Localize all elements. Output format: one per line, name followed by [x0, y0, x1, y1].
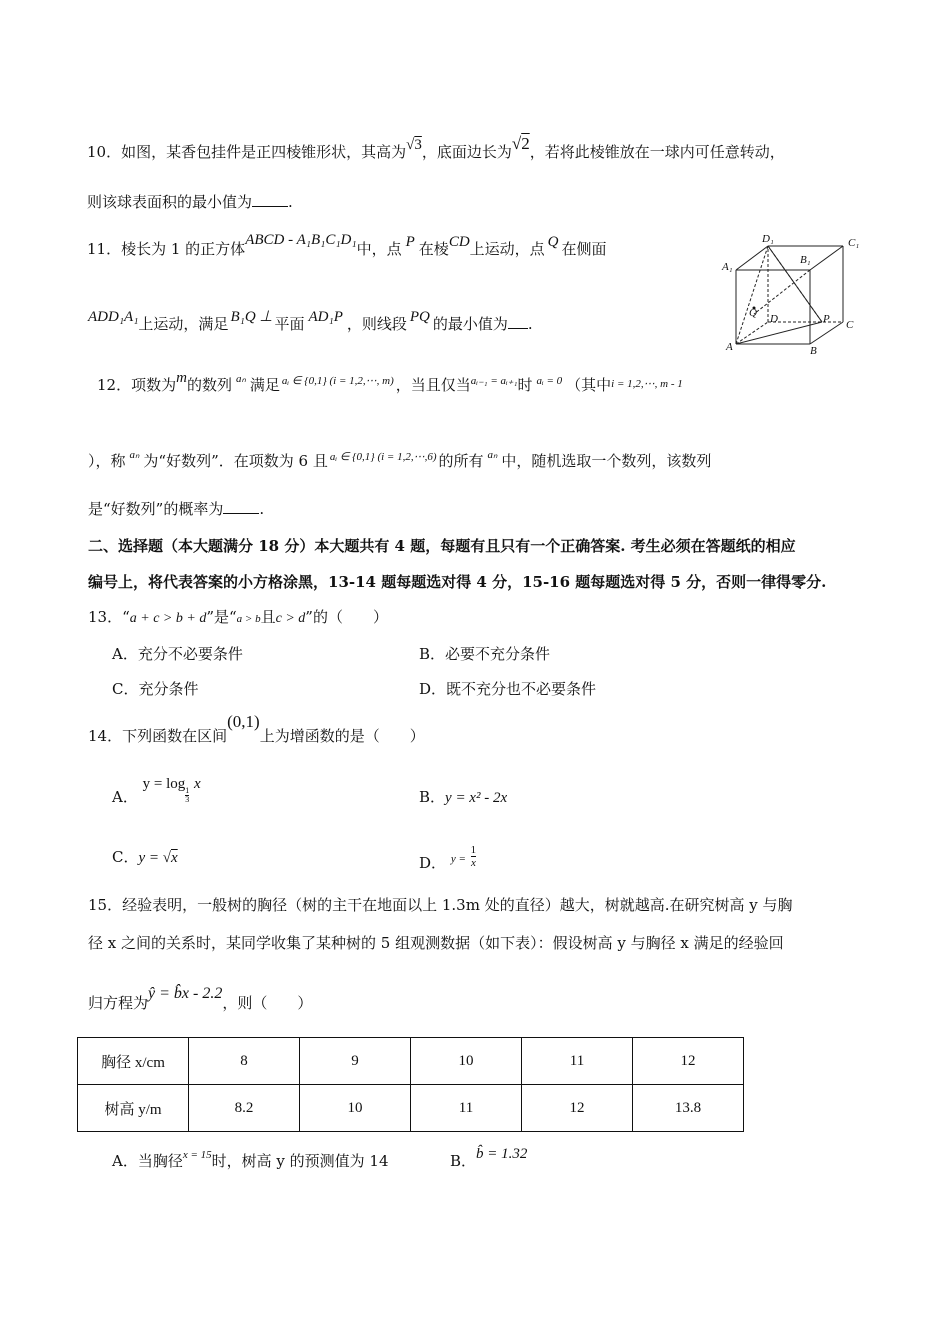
table-cell: 12 — [633, 1038, 744, 1085]
q12-text2: 的数列 — [186, 376, 232, 394]
table-cell: 12 — [522, 1085, 633, 1132]
cube-name: ABCD - A₁B₁C₁D₁ — [245, 232, 357, 248]
fig-label-c1: C₁ — [848, 237, 860, 249]
log-x: x — [194, 776, 201, 792]
cube-figure — [718, 232, 868, 357]
q15-option-b-expr: b̂ = 1.32 — [476, 1146, 528, 1162]
q13-option-b[interactable]: B．必要不充分条件 — [419, 645, 551, 663]
perp-cond: B₁Q ⊥ — [230, 309, 273, 325]
q13-text3: 且 — [260, 608, 276, 626]
seq-an-3: aₙ — [487, 449, 498, 461]
sqrt2-radicand: 2 — [521, 134, 530, 153]
option-d-y: y = — [450, 853, 466, 865]
q15-line3 — [88, 985, 313, 1013]
option-d-label: D． — [419, 854, 447, 872]
q12-line3 — [88, 498, 264, 519]
q10-end: . — [288, 193, 293, 211]
table-cell: 11 — [411, 1085, 522, 1132]
frac-num: 1 — [470, 844, 477, 856]
q15-text1: 经验表明，一般树的胸径（树的主干在地面以上 1.3m 处的直径）越大，树就越高.在研究树高 y 与胸 — [122, 896, 793, 914]
q11-text7: 平面 — [274, 315, 305, 333]
q14-text: 下列函数在区间 — [122, 727, 228, 745]
q12-line2 — [88, 450, 711, 471]
q14-text2: 上为增函数的是（ ） — [259, 727, 425, 745]
table-cell: 11 — [522, 1038, 633, 1085]
table-row — [78, 1038, 744, 1085]
log-base-num: 1 — [185, 786, 190, 795]
q11-text2: 中，点 — [356, 240, 402, 258]
q15-text3: 归方程为 — [88, 994, 149, 1012]
q13-expr2: a > b — [236, 613, 261, 625]
option-c-y: y = — [138, 850, 163, 866]
q11-text6: 上运动，满足 — [138, 315, 229, 333]
q15-number: 15． — [88, 896, 123, 914]
face-add1a1: ADD₁A₁ — [88, 309, 139, 325]
fig-label-a: A — [726, 341, 733, 353]
frac-den: x — [470, 857, 476, 869]
q13-option-c[interactable]: C．充分条件 — [112, 680, 199, 698]
log-base — [185, 787, 189, 804]
q11-line1 — [87, 232, 607, 259]
range-i: i = 1,2,⋯, m - 1 — [611, 378, 683, 390]
q12-text11: 是“好数列”的概率为 — [88, 500, 224, 518]
q11-end: . — [527, 315, 533, 333]
log-y: y = log — [142, 776, 186, 792]
q15-option-b-label: B． — [450, 1152, 477, 1170]
q11-text: 棱长为 1 的正方体 — [121, 240, 246, 258]
section2-line2: 编号上，将代表答案的小方格涂黑，13-14 题每题选对得 4 分，15-16 题每题选对得 5 分，否则一律得零分. — [88, 573, 827, 591]
q11-text5: 在侧面 — [561, 240, 607, 258]
q13-option-d[interactable]: D．既不充分也不必要条件 — [419, 680, 597, 698]
q10-line1 — [87, 134, 785, 162]
table-cell: 10 — [300, 1085, 411, 1132]
q15-option-b[interactable] — [450, 1146, 528, 1171]
table-cell: 8.2 — [189, 1085, 300, 1132]
q14-option-a[interactable] — [112, 776, 201, 818]
q15-line2: 径 x 之间的关系时，某同学收集了某种树的 5 组观测数据（如下表）：假设树高 y 与胸径 x 满足的经验回 — [88, 934, 784, 952]
q12-text3: 满足 — [249, 376, 280, 394]
table-row — [78, 1085, 744, 1132]
segment-pq: PQ — [409, 309, 430, 325]
option-b-expr: y = x² - 2x — [445, 790, 508, 806]
cond-ai-eq: aᵢ₋₁ = aᵢ₊₁ — [470, 375, 518, 387]
q13-text4: ”的（ ） — [305, 608, 388, 626]
q12-number: 12． — [97, 376, 132, 394]
q12-text6: （其中 — [566, 376, 612, 394]
q12-text4: ，当且仅当 — [395, 376, 471, 394]
regression-equation: ŷ = b̂x - 2.2 — [148, 985, 223, 1002]
edge-cd: CD — [448, 234, 470, 250]
q13-stem — [88, 606, 388, 627]
fig-label-d1: D₁ — [762, 233, 774, 245]
q11-text3: 在棱 — [418, 240, 449, 258]
q12-end: . — [259, 500, 265, 518]
q11-text9: 的最小值为 — [432, 315, 508, 333]
fig-label-q: Q — [749, 307, 757, 319]
q12-text8: 为“好数列”．在项数为 6 且 — [143, 452, 328, 470]
option-b-label: B． — [419, 788, 446, 806]
point-p: P — [405, 234, 415, 250]
fig-label-a1: A₁ — [722, 261, 733, 273]
option-c-label: C． — [112, 848, 139, 866]
q13-expr1: a + c > b + d — [129, 611, 207, 626]
interval: (0,1) — [227, 712, 260, 731]
q13-option-a[interactable]: A．充分不必要条件 — [112, 645, 243, 663]
frac-1-x — [471, 844, 477, 869]
q15-option-a-cond: x = 15 — [182, 1149, 212, 1161]
cond-ai: aᵢ ∈ {0,1} (i = 1,2,⋯, m) — [281, 375, 394, 387]
table-header-y: 树高 y/m — [78, 1085, 189, 1132]
q15-text4: ，则（ ） — [222, 994, 313, 1012]
q10-text2: ，底面边长为 — [421, 143, 512, 161]
q10-number: 10． — [87, 143, 122, 161]
q15-option-a-text2: 时，树高 y 的预测值为 14 — [211, 1152, 389, 1170]
cond-ai-6: aᵢ ∈ {0,1} (i = 1,2,⋯,6) — [329, 451, 437, 463]
q14-stem — [88, 712, 425, 746]
q11-text8: ，则线段 — [346, 315, 407, 333]
answer-blank — [252, 192, 288, 207]
var-m: m — [176, 370, 187, 386]
table-cell: 8 — [189, 1038, 300, 1085]
fig-label-b1: B₁ — [800, 254, 811, 266]
fig-label-b: B — [810, 345, 817, 357]
answer-blank — [223, 499, 259, 514]
data-table — [77, 1037, 744, 1132]
q12-text7: ），称 — [88, 452, 126, 470]
q13-text2: ”是“ — [206, 608, 237, 626]
plane-ad1p: AD₁P — [308, 309, 343, 325]
fig-label-p: P — [823, 313, 830, 325]
table-cell: 13.8 — [633, 1085, 744, 1132]
q13-text: “ — [122, 608, 130, 626]
q14-option-b[interactable] — [419, 786, 507, 807]
fig-label-c: C — [846, 319, 854, 331]
q12-text: 项数为 — [131, 376, 177, 394]
sqrt2: √2 — [511, 134, 530, 153]
q14-number: 14． — [88, 727, 123, 745]
sqrt-symbol: √x — [162, 850, 178, 866]
option-a-label: A． — [112, 788, 138, 806]
q13-number: 13． — [88, 608, 123, 626]
q10-line2 — [87, 191, 293, 212]
table-cell: 10 — [411, 1038, 522, 1085]
table-header-x: 胸径 x/cm — [78, 1038, 189, 1085]
q12-text10: 中，随机选取一个数列，该数列 — [501, 452, 712, 470]
seq-an-2: aₙ — [129, 449, 140, 461]
q10-text: 如图，某香包挂件是正四棱锥形状，其高为 — [121, 143, 407, 161]
q12-line1 — [97, 370, 683, 395]
q10-text4: 则该球表面积的最小值为 — [87, 193, 253, 211]
cond-ai-zero: aᵢ = 0 — [536, 375, 563, 387]
q13-expr3: c > d — [275, 611, 306, 626]
q12-text9: 的所有 — [438, 452, 484, 470]
q14-option-c[interactable] — [112, 846, 178, 867]
fig-label-d: D — [770, 313, 778, 325]
q11-line2 — [88, 309, 533, 334]
table-cell: 9 — [300, 1038, 411, 1085]
log-expr — [142, 774, 201, 804]
seq-an: aₙ — [235, 373, 246, 385]
q12-text5: 时 — [517, 376, 533, 394]
sqrt3-radicand: 3 — [414, 137, 422, 153]
point-q: Q — [547, 234, 559, 250]
q11-number: 11． — [87, 240, 122, 258]
sqrt3: √3 — [406, 137, 422, 153]
sqrt-x: x — [171, 850, 178, 866]
q11-text4: 上运动，点 — [469, 240, 545, 258]
section2-line1: 二、选择题（本大题满分 18 分）本大题共有 4 题，每题有且只有一个正确答案. 考生必须在答题纸的相应 — [88, 537, 796, 555]
log-base-den: 3 — [185, 795, 190, 804]
answer-blank — [508, 314, 528, 329]
q15-option-a-text: A．当胸径 — [112, 1152, 183, 1170]
q15-option-a[interactable] — [112, 1150, 389, 1171]
q10-text3: ，若将此棱锥放在一球内可任意转动， — [529, 143, 785, 161]
q14-option-d[interactable] — [419, 846, 476, 873]
q15-line1 — [88, 894, 793, 915]
